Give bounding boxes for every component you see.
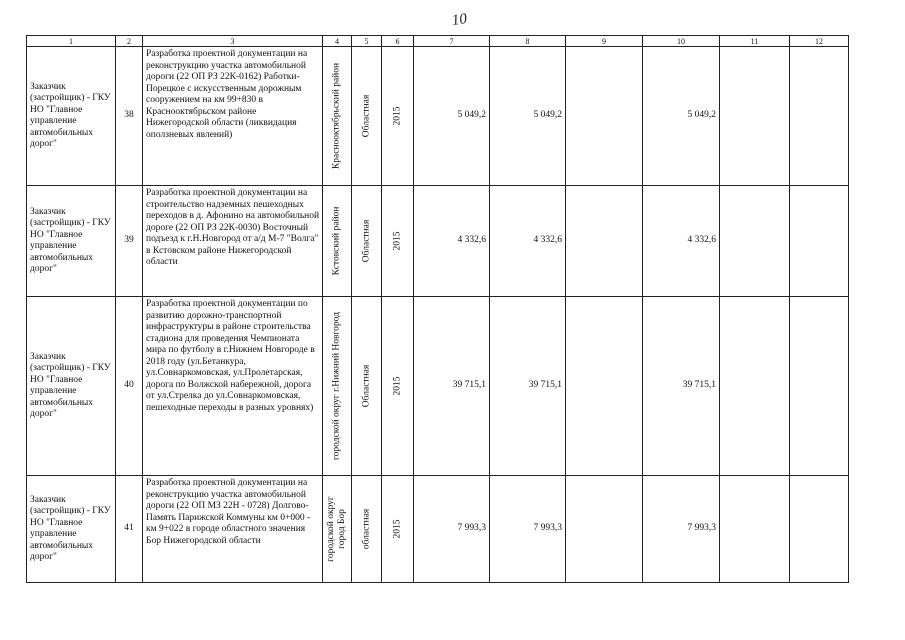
value-cell-10: 39 715,1 xyxy=(643,297,720,476)
value-cell-11 xyxy=(720,476,790,583)
column-header: 1 xyxy=(27,36,116,47)
area-text: городской округ г.Нижний Новгород xyxy=(331,312,342,460)
description-cell: Разработка проектной документации на строительство надземных пешеходных переходов в д. Афонино на автомобильной дороге (22 ОП РЗ 22К-0030) Восточный подъезд к г.Н.Новгород от а/д М-7 "Волга" в Кстовском районе Нижегородской области xyxy=(143,186,323,297)
value-cell-12 xyxy=(790,186,849,297)
level-text: Областная xyxy=(361,219,371,263)
value-cell-11 xyxy=(720,297,790,476)
column-header: 11 xyxy=(720,36,790,47)
row-number-cell: 41 xyxy=(116,476,143,583)
column-header: 4 xyxy=(323,36,352,47)
value-cell-7: 7 993,3 xyxy=(414,476,490,583)
year-text: 2015 xyxy=(392,106,402,126)
level-cell xyxy=(352,297,382,476)
value-cell-9 xyxy=(566,186,643,297)
value-cell-8: 39 715,1 xyxy=(490,297,566,476)
area-text: городской округ xyxy=(326,496,336,562)
column-header: 7 xyxy=(414,36,490,47)
year-cell xyxy=(382,476,414,583)
column-header: 9 xyxy=(566,36,643,47)
value-cell-10: 7 993,3 xyxy=(643,476,720,583)
customer-cell: Заказчик (застройщик) - ГКУ НО "Главное управление автомобильных дорог" xyxy=(27,186,116,297)
row-number-cell: 38 xyxy=(116,47,143,186)
area-text-line2: город Бор xyxy=(337,509,347,549)
year-cell xyxy=(382,297,414,476)
year-cell xyxy=(382,186,414,297)
value-cell-8: 5 049,2 xyxy=(490,47,566,186)
table-row xyxy=(27,47,849,186)
column-header: 8 xyxy=(490,36,566,47)
value-cell-9 xyxy=(566,476,643,583)
column-header: 3 xyxy=(143,36,323,47)
description-cell: Разработка проектной документации на реконструкцию участка автомобильной дороги (22 ОП МЗ 22Н - 0728) Долгово-Память Парижской Коммуны км 0+000 - км 9+022 в городе областного значения Бор Нижегородской области xyxy=(143,476,323,583)
level-cell xyxy=(352,47,382,186)
column-header: 12 xyxy=(790,36,849,47)
value-cell-9 xyxy=(566,297,643,476)
level-text: Областная xyxy=(361,364,371,408)
year-text: 2015 xyxy=(392,376,402,396)
area-text: Краснооктябрьский район xyxy=(331,62,342,170)
value-cell-7: 4 332,6 xyxy=(414,186,490,297)
value-cell-9 xyxy=(566,47,643,186)
value-cell-10: 5 049,2 xyxy=(643,47,720,186)
value-cell-12 xyxy=(790,47,849,186)
column-number-row xyxy=(27,36,849,47)
area-cell xyxy=(323,476,352,583)
column-header: 2 xyxy=(116,36,143,47)
value-cell-8: 4 332,6 xyxy=(490,186,566,297)
table-row xyxy=(27,297,849,476)
area-cell xyxy=(323,47,352,186)
column-header: 10 xyxy=(643,36,720,47)
table-row xyxy=(27,476,849,583)
customer-cell: Заказчик (застройщик) - ГКУ НО "Главное управление автомобильных дорог" xyxy=(27,47,116,186)
year-cell xyxy=(382,47,414,186)
value-cell-7: 39 715,1 xyxy=(414,297,490,476)
level-cell xyxy=(352,476,382,583)
value-cell-7: 5 049,2 xyxy=(414,47,490,186)
page-number: 10 xyxy=(450,11,468,29)
area-text: Кстовский район xyxy=(331,206,342,276)
value-cell-11 xyxy=(720,47,790,186)
description-cell: Разработка проектной документации на реконструкцию участка автомобильной дороги (22 ОП РЗ 22К-0162) Работки-Порецкое с искусственным дорожным сооружением на км 99+830 в Краснооктябрьском районе Нижегородской области (ликвидация оползневых явлений) xyxy=(143,47,323,186)
value-cell-12 xyxy=(790,476,849,583)
column-header: 5 xyxy=(352,36,382,47)
row-number-cell: 40 xyxy=(116,297,143,476)
year-text: 2015 xyxy=(392,519,402,539)
value-cell-11 xyxy=(720,186,790,297)
level-text: Областная xyxy=(361,94,371,138)
value-cell-12 xyxy=(790,297,849,476)
area-cell xyxy=(323,297,352,476)
customer-cell: Заказчик (застройщик) - ГКУ НО "Главное управление автомобильных дорог" xyxy=(27,476,116,583)
projects-table xyxy=(26,35,849,583)
area-cell xyxy=(323,186,352,297)
table-row xyxy=(27,186,849,297)
row-number-cell: 39 xyxy=(116,186,143,297)
column-header: 6 xyxy=(382,36,414,47)
customer-cell: Заказчик (застройщик) - ГКУ НО "Главное управление автомобильных дорог" xyxy=(27,297,116,476)
year-text: 2015 xyxy=(392,231,402,251)
value-cell-10: 4 332,6 xyxy=(643,186,720,297)
level-text: областная xyxy=(361,508,371,550)
value-cell-8: 7 993,3 xyxy=(490,476,566,583)
description-cell: Разработка проектной документации по развитию дорожно-транспортной инфраструктуры в районе строительства стадиона для проведения Чемпионата мира по футболу в г.Нижнем Новгороде в 2018 году (ул.Бетанкура, ул.Совнаркомовская, ул.Пролетарская, дорога по Волжской набережной, дорога от ул.Стрелка до ул.Совнаркомовская, пешеходные переходы в разных уровнях) xyxy=(143,297,323,476)
level-cell xyxy=(352,186,382,297)
